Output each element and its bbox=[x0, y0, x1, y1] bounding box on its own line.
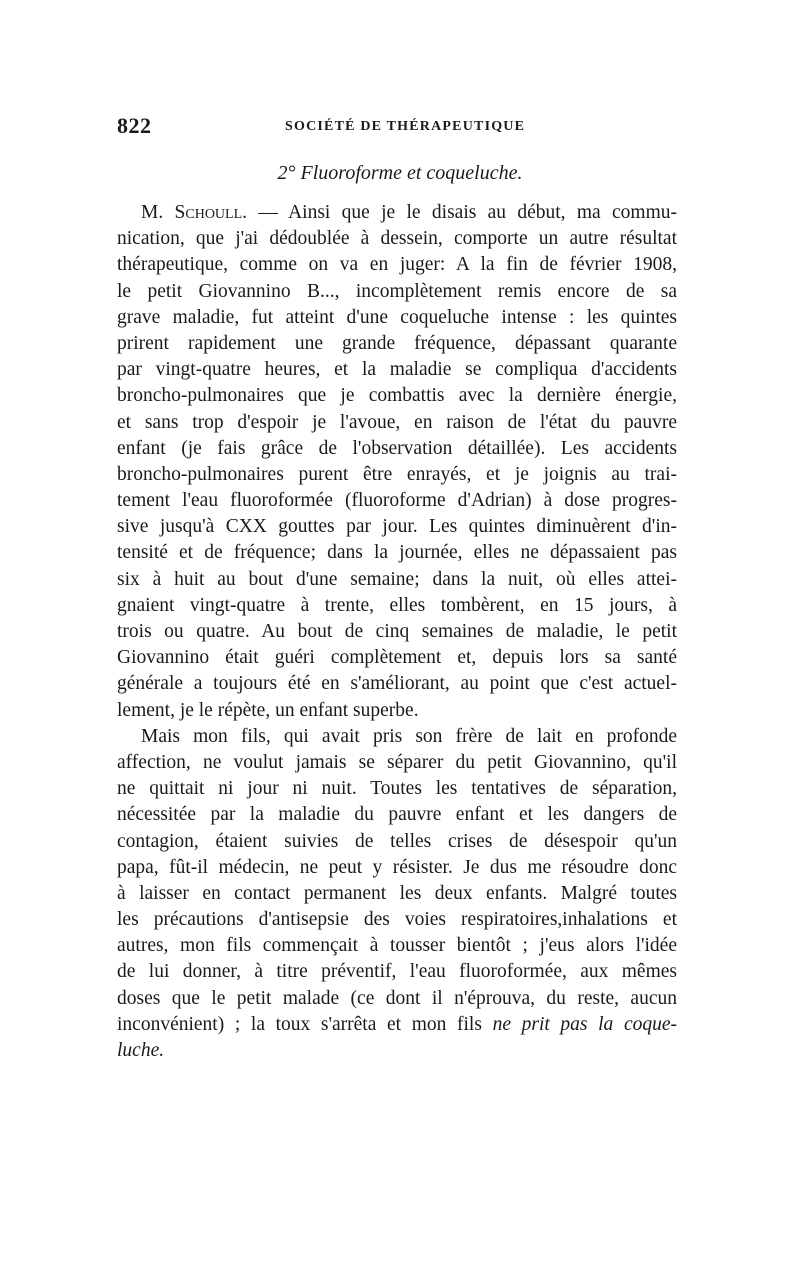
text-line: enfant (je fais grâce de l'observation détaillée). Les accidents bbox=[117, 437, 677, 459]
text-line: générale a toujours été en s'améliorant, au point que c'est actuel- bbox=[117, 673, 677, 695]
text-line: lement, je le répète, un enfant superbe. bbox=[117, 699, 419, 721]
text-line: les précautions d'antisepsie des voies respiratoires,inhalations et bbox=[117, 909, 677, 931]
text-line: nécessitée par la maladie du pauvre enfant et les dangers de bbox=[117, 804, 677, 826]
text-line: de lui donner, à titre préventif, l'eau fluoroformée, aux mêmes bbox=[117, 961, 677, 983]
paragraph-2 bbox=[117, 724, 677, 1064]
page-number: 822 bbox=[117, 113, 152, 138]
text-line: nication, que j'ai dédoublée à dessein, comporte un autre résultat bbox=[117, 228, 677, 250]
text-line: affection, ne voulut jamais se séparer du petit Giovannino, qu'il bbox=[117, 751, 677, 773]
body-text bbox=[117, 200, 677, 1064]
running-title: SOCIÉTÉ DE THÉRAPEUTIQUE bbox=[285, 119, 526, 134]
emphasis-text: luche. bbox=[117, 1040, 165, 1061]
text-line: contagion, étaient suivies de telles crises de désespoir qu'un bbox=[117, 830, 677, 852]
text-line: inconvénient) ; la toux s'arrêta et mon fils ne prit pas la coque- bbox=[117, 1013, 677, 1035]
text-line: broncho-pulmonaires purent être enrayés, et je joignis au trai- bbox=[117, 463, 677, 485]
emphasis-text: ne prit pas la coque- bbox=[492, 1013, 677, 1035]
text-line: le petit Giovannino B..., incomplètement remis encore de sa bbox=[117, 280, 677, 302]
text-line: six à huit au bout d'une semaine; dans la nuit, où elles attei- bbox=[117, 568, 677, 590]
text-line: tement l'eau fluoroformée (fluoroforme d'Adrian) à dose progres- bbox=[117, 490, 677, 512]
text-line: par vingt-quatre heures, et la maladie se compliqua d'accidents bbox=[117, 359, 677, 381]
running-head bbox=[117, 113, 677, 143]
text-line: à laisser en contact permanent les deux enfants. Malgré toutes bbox=[117, 882, 677, 904]
text-line: papa, fût-il médecin, ne peut y résister. Je dus me résoudre donc bbox=[117, 856, 677, 878]
speaker-name: M. Schoull. bbox=[141, 202, 248, 223]
text-line: M. Schoull. — Ainsi que je le disais au début, ma commu- bbox=[141, 202, 677, 223]
text-line: broncho-pulmonaires que je combattis avec la dernière énergie, bbox=[117, 385, 677, 407]
text-line: ne quittait ni jour ni nuit. Toutes les tentatives de séparation, bbox=[117, 778, 677, 800]
text-line: tensité et de fréquence; dans la journée, elles ne dépassaient pas bbox=[117, 542, 677, 564]
text-line: grave maladie, fut atteint d'une coqueluche intense : les quintes bbox=[117, 306, 677, 328]
text-line: prirent rapidement une grande fréquence, dépassant quarante bbox=[117, 332, 677, 354]
text-line: Giovannino était guéri complètement et, depuis lors sa santé bbox=[117, 647, 677, 669]
text-line: trois ou quatre. Au bout de cinq semaines de maladie, le petit bbox=[117, 621, 677, 642]
text-line: sive jusqu'à CXX gouttes par jour. Les quintes diminuèrent d'in- bbox=[117, 516, 677, 538]
text-line: autres, mon fils commençait à tousser bientôt ; j'eus alors l'idée bbox=[117, 935, 677, 957]
paragraph-1 bbox=[117, 200, 677, 724]
text-line: doses que le petit malade (ce dont il n'éprouva, du reste, aucun bbox=[117, 987, 677, 1009]
text-line: gnaient vingt-quatre à trente, elles tombèrent, en 15 jours, à bbox=[117, 594, 677, 616]
text-line: et sans trop d'espoir je l'avoue, en raison de l'état du pauvre bbox=[117, 411, 677, 433]
text-line: thérapeutique, comme on va en juger: A la fin de février 1908, bbox=[117, 254, 677, 276]
text-line: Mais mon fils, qui avait pris son frère de lait en profonde bbox=[141, 725, 677, 747]
text-line bbox=[117, 1038, 677, 1064]
section-title: 2° Fluoroforme et coqueluche. bbox=[277, 162, 523, 184]
